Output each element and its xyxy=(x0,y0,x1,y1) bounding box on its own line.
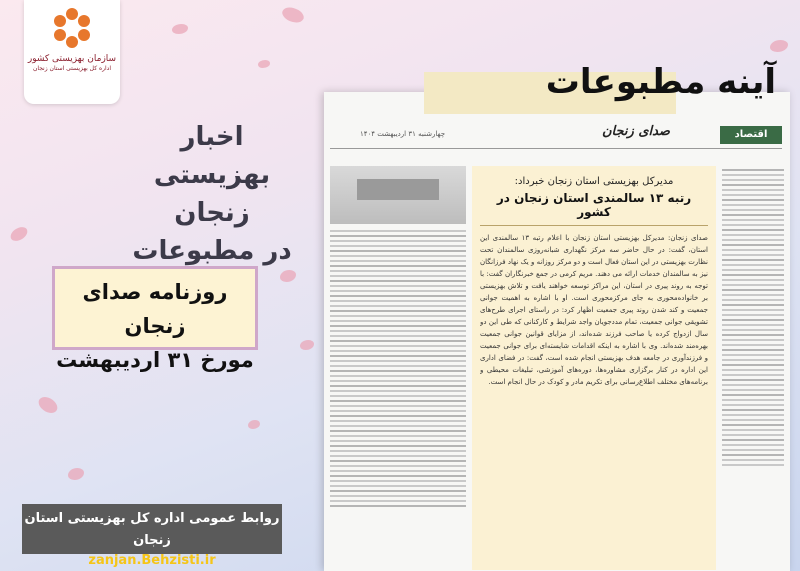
title-line-2: بهزیستی زنجان xyxy=(153,160,271,228)
page-title xyxy=(112,118,312,270)
newspaper-date: مورخ ۳۱ اردیبهشت xyxy=(56,348,254,372)
decorative-petal xyxy=(770,40,788,52)
title-line-1: اخبار xyxy=(180,122,244,152)
decorative-petal xyxy=(68,468,84,480)
decorative-petal xyxy=(280,3,306,26)
newspaper-clipping xyxy=(324,92,790,571)
footer-website-link[interactable]: zanjan.Behzisti.ir xyxy=(88,553,216,568)
highlighted-story xyxy=(472,166,716,570)
footer-org: روابط عمومی اداره کل بهزیستی استان زنجان xyxy=(24,511,280,548)
flower-logo-icon xyxy=(50,6,94,50)
newspaper-name: روزنامه صدای زنجان xyxy=(82,280,228,338)
story-body: صدای زنجان: مدیرکل بهزیستی استان زنجان با اعلام رتبه ۱۳ سالمندی این استان، گفت: در حال حاضر سه مرکز نگهداری شبانه‌روزی سالمندان تحت نظارت بهزیستی در این استان فعال است و دو مرکز روزانه و یک نهاد فرزانگان نیز به سالمندان خدمات ارائه می دهند. مریم کرمی در جمع خبرنگاران گفت: با توجه به روند پیری در استان، این مراکز توسعه خواهند یافت و تلاش بهزیستی بر خانواده‌محوری به جای مرکزمحوری است. او با اشاره به اهمیت جوانی جمعیت و کند شدن روند پیری جمعیت اظهار کرد: در راستای اجرای طرح‌های تشویقی جوانی جمعیت، تمام مددجویان واجد شرایط و کارکنانی که طی این دو سال ازدواج کرده یا صاحب فرزند شده‌اند، از مزایای قوانین جوانی جمعیت بهره‌مند شده‌اند. وی با اشاره به اینکه اقدامات شایسته‌ای برای جوانی جمعیت و فرزندآوری در جامعه هدف بهزیستی انجام شده است، گفت: در فضای اداری این اداره در کنار برگزاری مشاوره‌ها، دوره‌های آموزشی، تبلیغات محیطی و برنامه‌های مختلف اطلاع‌رسانی برای تکریم مادر و کودک در حال انجام است. xyxy=(480,234,708,386)
org-logo xyxy=(24,0,120,104)
org-name: سازمان بهزیستی کشور xyxy=(27,54,117,64)
decorative-petal xyxy=(258,60,270,68)
decorative-petal xyxy=(280,270,296,282)
story-headline: رتبه ۱۳ سالمندی استان زنجان در کشور xyxy=(480,191,708,226)
org-sub: اداره کل بهزیستی استان زنجان xyxy=(32,65,112,72)
decorative-petal xyxy=(300,340,314,350)
decorative-petal xyxy=(172,24,188,34)
right-column xyxy=(722,166,784,570)
news-photo xyxy=(330,166,466,224)
decorative-petal xyxy=(8,225,29,242)
newspaper-header xyxy=(330,122,782,149)
title-line-3: در مطبوعات xyxy=(132,236,292,266)
newspaper-date-box xyxy=(52,266,258,372)
footer-credit xyxy=(22,504,282,568)
decorative-petal xyxy=(248,420,260,429)
newspaper-issue-date: چهارشنبه ۳۱ اردیبهشت ۱۴۰۴ xyxy=(360,130,446,138)
decorative-petal xyxy=(36,393,60,417)
masthead-title: آینه مطبوعات xyxy=(545,62,776,102)
press-review-masthead xyxy=(424,62,776,114)
left-column xyxy=(330,166,466,570)
section-badge: اقتصاد xyxy=(720,126,782,144)
newspaper-logo: صدای زنجان xyxy=(602,124,670,139)
story-kicker: مدیرکل بهزیستی استان زنجان خبرداد: xyxy=(514,176,674,187)
